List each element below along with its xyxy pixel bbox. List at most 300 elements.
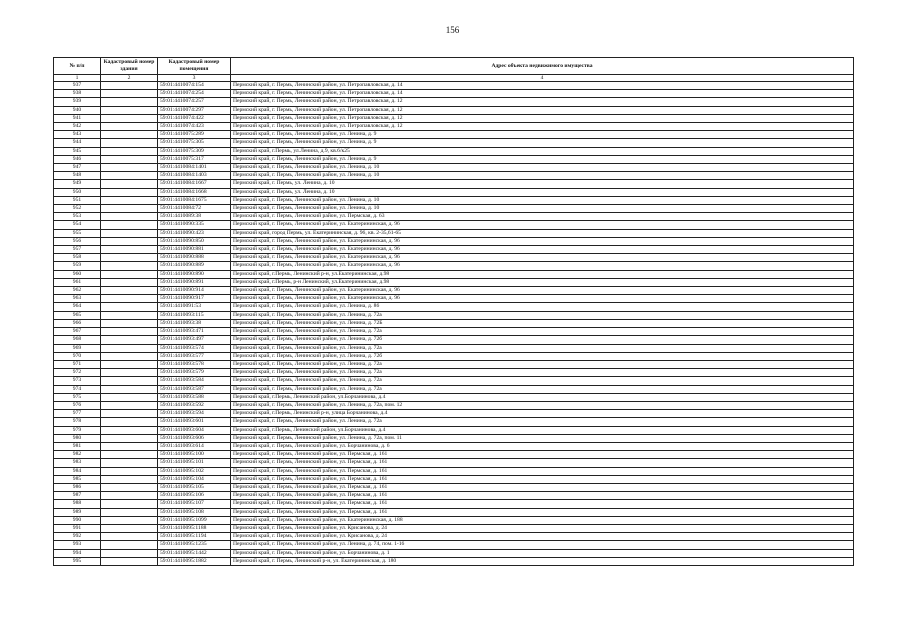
table-row: [54, 172, 854, 180]
column-number: 3: [158, 75, 231, 82]
table-row: [54, 549, 854, 557]
row-address: Пермский край, г. Пермь, Ленинский район, ул. Ленина, д. 72а: [231, 369, 854, 377]
row-building-cad: [101, 131, 158, 139]
table-row: [54, 254, 854, 262]
row-number: 979: [54, 426, 101, 434]
row-number: 953: [54, 213, 101, 221]
row-number: 960: [54, 270, 101, 278]
row-room-cad: 59:01:4410075:289: [158, 131, 231, 139]
row-room-cad: 59:01:4410074:422: [158, 114, 231, 122]
row-number: 951: [54, 196, 101, 204]
row-address: Пермский край, г. Пермь, Ленинский район, ул. Ленина, д. 72а: [231, 360, 854, 368]
row-number: 978: [54, 418, 101, 426]
row-number: 973: [54, 377, 101, 385]
table-row: [54, 483, 854, 491]
table-row: [54, 467, 854, 475]
row-room-cad: 59:01:4410095:1882: [158, 557, 231, 565]
row-number: 949: [54, 180, 101, 188]
row-number: 967: [54, 328, 101, 336]
table-row: [54, 393, 854, 401]
row-building-cad: [101, 459, 158, 467]
row-number: 994: [54, 549, 101, 557]
row-building-cad: [101, 483, 158, 491]
table-row: [54, 164, 854, 172]
row-room-cad: 59:01:4410090:850: [158, 237, 231, 245]
row-room-cad: 59:01:4410093:577: [158, 352, 231, 360]
table-row: [54, 451, 854, 459]
row-building-cad: [101, 164, 158, 172]
row-address: Пермский край, г. Пермь, Ленинский район, ул. Ленина, д. 9: [231, 131, 854, 139]
page-number: 156: [445, 25, 460, 35]
row-building-cad: [101, 451, 158, 459]
row-room-cad: 59:01:4410084:1403: [158, 172, 231, 180]
row-building-cad: [101, 401, 158, 409]
row-address: Пермский край, г. Пермь, Ленинский район, ул. Ленина, д. 72а: [231, 344, 854, 352]
row-address: Пермский край, г. Пермь, Ленинский район, ул. Пермская, д. 161: [231, 508, 854, 516]
row-number: 952: [54, 205, 101, 213]
row-room-cad: 59:01:4410074:257: [158, 98, 231, 106]
table-row: [54, 147, 854, 155]
row-room-cad: 59:01:4410075:317: [158, 155, 231, 163]
table-row: [54, 319, 854, 327]
row-number: 995: [54, 557, 101, 565]
row-number: 982: [54, 451, 101, 459]
row-building-cad: [101, 155, 158, 163]
table-row: [54, 492, 854, 500]
table-row: [54, 500, 854, 508]
row-number: 981: [54, 442, 101, 450]
table-row: [54, 311, 854, 319]
row-address: Пермский край, г. Пермь, Ленинский район, ул. Ленина, д. 10: [231, 196, 854, 204]
row-room-cad: 59:01:4410089:38: [158, 213, 231, 221]
row-building-cad: [101, 328, 158, 336]
row-room-cad: 59:01:4410095:1194: [158, 533, 231, 541]
table-row: [54, 508, 854, 516]
table-row: [54, 352, 854, 360]
row-room-cad: 59:01:4410095:1235: [158, 541, 231, 549]
table-row: [54, 213, 854, 221]
row-address: Пермский край, г. Пермь, Ленинский район, ул. Крисанова, д. 24: [231, 533, 854, 541]
row-number: 946: [54, 155, 101, 163]
row-number: 971: [54, 360, 101, 368]
row-number: 972: [54, 369, 101, 377]
row-room-cad: 59:01:4410093:594: [158, 410, 231, 418]
table-row: [54, 295, 854, 303]
row-address: Пермский край, г. Пермь, Ленинский район, ул. Ленина, д. 86: [231, 303, 854, 311]
row-address: Пермский край, г. Пермь, Ленинский район, ул. Ленина, д. 10: [231, 164, 854, 172]
row-building-cad: [101, 254, 158, 262]
row-building-cad: [101, 188, 158, 196]
table-row: [54, 155, 854, 163]
row-number: 947: [54, 164, 101, 172]
row-building-cad: [101, 369, 158, 377]
table-row: [54, 541, 854, 549]
table-row: [54, 106, 854, 114]
row-room-cad: 59:01:4410084:1401: [158, 164, 231, 172]
row-address: Пермский край, г. Пермь, Ленинский район, ул. Петропавловская, д. 12: [231, 106, 854, 114]
row-number: 984: [54, 467, 101, 475]
table-row: [54, 139, 854, 147]
table-row: [54, 90, 854, 98]
row-room-cad: 59:01:4410074:297: [158, 106, 231, 114]
row-room-cad: 59:01:4410084:72: [158, 205, 231, 213]
row-number: 964: [54, 303, 101, 311]
row-building-cad: [101, 467, 158, 475]
row-room-cad: 59:01:4410090:917: [158, 295, 231, 303]
row-room-cad: 59:01:4410095:106: [158, 492, 231, 500]
row-room-cad: 59:01:4410095:105: [158, 483, 231, 491]
row-room-cad: 59:01:4410090:889: [158, 262, 231, 270]
table-row: [54, 237, 854, 245]
row-room-cad: 59:01:4410095:1188: [158, 524, 231, 532]
row-address: Пермский край, г. Пермь, Ленинский район, ул. Ленина, д. 72а: [231, 418, 854, 426]
row-number: 941: [54, 114, 101, 122]
row-address: Пермский край, г. Пермь, Ленинский район, ул. Пермская, д. 63: [231, 213, 854, 221]
row-address: Пермский край, г. Пермь, Ленинский район, ул. Борчанинова, д. 6: [231, 442, 854, 450]
row-building-cad: [101, 246, 158, 254]
row-address: Пермский край, г. Пермь, Ленинский район, ул. Ленина, д. 72а: [231, 385, 854, 393]
row-number: 980: [54, 434, 101, 442]
row-room-cad: 59:01:4410095:107: [158, 500, 231, 508]
row-building-cad: [101, 541, 158, 549]
row-address: Пермский край, г.Пермь, Ленинский р-н, ул.Екатерининская, д.98: [231, 270, 854, 278]
row-building-cad: [101, 287, 158, 295]
row-number: 959: [54, 262, 101, 270]
column-number: 2: [101, 75, 158, 82]
row-number: 944: [54, 139, 101, 147]
row-number: 965: [54, 311, 101, 319]
table-header-row: [54, 58, 854, 75]
row-address: Пермский край, г. Пермь, ул. Ленина, д. 10: [231, 188, 854, 196]
table-row: [54, 516, 854, 524]
row-address: Пермский край, г. Пермь, Ленинский район, ул. Пермская, д. 161: [231, 500, 854, 508]
row-room-cad: 59:01:4410093:471: [158, 328, 231, 336]
row-room-cad: 59:01:4410093:588: [158, 393, 231, 401]
row-building-cad: [101, 410, 158, 418]
row-address: Пермский край, г.Пермь, Ленинский р-н, улица Борчанинова, д.4: [231, 410, 854, 418]
row-room-cad: 59:01:4410084:1668: [158, 188, 231, 196]
row-building-cad: [101, 237, 158, 245]
row-address: Пермский край, г. Пермь, Ленинский район, ул. Ленина, д. 72а: [231, 377, 854, 385]
row-building-cad: [101, 500, 158, 508]
row-building-cad: [101, 319, 158, 327]
row-number: 968: [54, 336, 101, 344]
row-room-cad: 59:01:4410074:254: [158, 90, 231, 98]
row-address: Пермский край, г. Пермь, Ленинский район, ул. Ленина, д. 10: [231, 205, 854, 213]
table-row: [54, 557, 854, 565]
row-number: 962: [54, 287, 101, 295]
table-row: [54, 336, 854, 344]
row-room-cad: 59:01:4410093:592: [158, 401, 231, 409]
row-address: Пермский край, г.Пермь, Ленинский район, ул.Борчанинова, д.4: [231, 393, 854, 401]
row-number: 950: [54, 188, 101, 196]
row-room-cad: 59:01:4410093:497: [158, 336, 231, 344]
row-room-cad: 59:01:4410093:604: [158, 426, 231, 434]
row-address: Пермский край, г. Пермь, ул. Ленина, д. 10: [231, 180, 854, 188]
row-address: Пермский край, г. Пермь, Ленинский район, ул. Екатерининская, д. 96: [231, 295, 854, 303]
row-building-cad: [101, 106, 158, 114]
row-room-cad: 59:01:4410090:335: [158, 221, 231, 229]
row-number: 948: [54, 172, 101, 180]
row-building-cad: [101, 442, 158, 450]
row-building-cad: [101, 533, 158, 541]
row-address: Пермский край, г. Пермь, Ленинский район, ул. Екатерининская, д. 96: [231, 246, 854, 254]
table-row: [54, 344, 854, 352]
row-building-cad: [101, 262, 158, 270]
table-body: [54, 82, 854, 566]
row-building-cad: [101, 221, 158, 229]
table-row: [54, 459, 854, 467]
row-building-cad: [101, 82, 158, 90]
row-address: Пермский край, г. Пермь, Ленинский район, ул. Ленина, д. 9: [231, 139, 854, 147]
table-row: [54, 205, 854, 213]
table-row: [54, 188, 854, 196]
column-number-row: [54, 75, 854, 82]
table-row: [54, 229, 854, 237]
row-address: Пермский край, г. Пермь, Ленинский район, ул. Пермская, д. 161: [231, 483, 854, 491]
row-address: Пермский край, г. Пермь, Ленинский район, ул. Екатерининская, д. 188: [231, 516, 854, 524]
row-address: Пермский край, г. Пермь, Ленинский район, ул. Петропавловская, д. 14: [231, 90, 854, 98]
table-row: [54, 410, 854, 418]
row-address: Пермский край, г. Пермь, Ленинский район, ул. Екатерининская, д. 96: [231, 237, 854, 245]
row-building-cad: [101, 98, 158, 106]
row-number: 989: [54, 508, 101, 516]
row-address: Пермский край, г. Пермь, Ленинский район, ул. Ленина, д. 72а, пом. 12: [231, 401, 854, 409]
row-building-cad: [101, 377, 158, 385]
row-building-cad: [101, 492, 158, 500]
table-row: [54, 385, 854, 393]
row-number: 938: [54, 90, 101, 98]
table-row: [54, 369, 854, 377]
row-building-cad: [101, 311, 158, 319]
row-room-cad: 59:01:4410095:100: [158, 451, 231, 459]
row-address: Пермский край, г. Пермь, Ленинский район, ул. Ленина, д. 9: [231, 155, 854, 163]
row-number: 956: [54, 237, 101, 245]
row-number: 940: [54, 106, 101, 114]
row-room-cad: 59:01:4410090:881: [158, 246, 231, 254]
row-room-cad: 59:01:4410095:102: [158, 467, 231, 475]
row-building-cad: [101, 295, 158, 303]
row-address: Пермский край, г. Пермь, Ленинский район, ул. Екатерининская, д. 96: [231, 221, 854, 229]
row-building-cad: [101, 549, 158, 557]
table-row: [54, 114, 854, 122]
row-room-cad: 59:01:4410074:154: [158, 82, 231, 90]
row-building-cad: [101, 139, 158, 147]
row-building-cad: [101, 270, 158, 278]
table-row: [54, 287, 854, 295]
row-building-cad: [101, 360, 158, 368]
row-address: Пермский край, г.Пермь, ул.Ленина, д.9, кв.6/к25: [231, 147, 854, 155]
table-row: [54, 475, 854, 483]
row-number: 943: [54, 131, 101, 139]
row-room-cad: 59:01:4410095:108: [158, 508, 231, 516]
row-building-cad: [101, 229, 158, 237]
row-number: 986: [54, 483, 101, 491]
row-room-cad: 59:01:4410093:601: [158, 418, 231, 426]
table-row: [54, 246, 854, 254]
row-room-cad: 59:01:4410084:1675: [158, 196, 231, 204]
row-address: Пермский край, г. Пермь, Ленинский район, ул. Екатерининская, д. 96: [231, 287, 854, 295]
row-number: 955: [54, 229, 101, 237]
table-row: [54, 262, 854, 270]
header-room-cad: Кадастровый номер помещения: [158, 58, 231, 75]
table-row: [54, 303, 854, 311]
row-building-cad: [101, 213, 158, 221]
row-room-cad: 59:01:4410075:309: [158, 147, 231, 155]
row-room-cad: 59:01:4410093:38: [158, 319, 231, 327]
row-number: 975: [54, 393, 101, 401]
row-address: Пермский край, г. Пермь, Ленинский район, ул. Пермская, д. 161: [231, 475, 854, 483]
row-room-cad: 59:01:4410093:606: [158, 434, 231, 442]
row-number: 961: [54, 278, 101, 286]
row-number: 954: [54, 221, 101, 229]
row-number: 987: [54, 492, 101, 500]
row-address: Пермский край, г. Пермь, Ленинский район, ул. Екатерининская, д. 96: [231, 262, 854, 270]
row-address: Пермский край, г.Пермь, р-н Ленинский, ул.Екатерининская, д.98: [231, 278, 854, 286]
row-room-cad: 59:01:4410075:305: [158, 139, 231, 147]
row-building-cad: [101, 196, 158, 204]
row-address: Пермский край, г. Пермь, Ленинский район, ул. Ленина, д. 72а, пом. 11: [231, 434, 854, 442]
row-number: 977: [54, 410, 101, 418]
row-building-cad: [101, 434, 158, 442]
row-address: Пермский край, г. Пермь, Ленинский район, ул. Пермская, д. 161: [231, 492, 854, 500]
row-number: 988: [54, 500, 101, 508]
row-number: 970: [54, 352, 101, 360]
row-address: Пермский край, г. Пермь, Ленинский район, ул. Крисанова, д. 24: [231, 524, 854, 532]
row-address: Пермский край, г. Пермь, Ленинский район, ул. Петропавловская, д. 12: [231, 123, 854, 131]
row-number: 974: [54, 385, 101, 393]
row-number: 966: [54, 319, 101, 327]
row-room-cad: 59:01:4410093:579: [158, 369, 231, 377]
row-address: Пермский край, г. Пермь, Ленинский район, ул. Петропавловская, д. 12: [231, 98, 854, 106]
row-room-cad: 59:01:4410093:578: [158, 360, 231, 368]
row-building-cad: [101, 516, 158, 524]
row-building-cad: [101, 508, 158, 516]
table-row: [54, 418, 854, 426]
row-building-cad: [101, 418, 158, 426]
row-room-cad: 59:01:4410093:115: [158, 311, 231, 319]
row-address: Пермский край, г. Пермь, Ленинский район, ул. Ленина, д. 72б: [231, 352, 854, 360]
table-row: [54, 180, 854, 188]
column-number: 1: [54, 75, 101, 82]
row-number: 983: [54, 459, 101, 467]
row-address: Пермский край, г. Пермь, Ленинский район, ул. Пермская, д. 161: [231, 467, 854, 475]
table-row: [54, 426, 854, 434]
row-number: 990: [54, 516, 101, 524]
table-row: [54, 123, 854, 131]
row-address: Пермский край, г. Пермь, Ленинский район, ул. Ленина, д. 72Б: [231, 319, 854, 327]
row-building-cad: [101, 123, 158, 131]
row-building-cad: [101, 303, 158, 311]
table-row: [54, 434, 854, 442]
row-number: 937: [54, 82, 101, 90]
row-building-cad: [101, 344, 158, 352]
row-room-cad: 59:01:4410074:423: [158, 123, 231, 131]
row-building-cad: [101, 393, 158, 401]
row-room-cad: 59:01:4410095:1099: [158, 516, 231, 524]
row-building-cad: [101, 557, 158, 565]
row-number: 945: [54, 147, 101, 155]
table-row: [54, 131, 854, 139]
row-address: Пермский край, г. Пермь, Ленинский район, ул. Борчанинова, д. 1: [231, 549, 854, 557]
row-room-cad: 59:01:4410093:587: [158, 385, 231, 393]
row-room-cad: 59:01:4410095:1442: [158, 549, 231, 557]
registry-table: [53, 57, 854, 566]
table-row: [54, 524, 854, 532]
table-row: [54, 377, 854, 385]
row-address: Пермский край, г. Пермь, Ленинский район, ул. Ленина, д. 72б: [231, 336, 854, 344]
row-number: 963: [54, 295, 101, 303]
row-address: Пермский край, г.Пермь, Ленинский район, ул.Борчанинова, д.4: [231, 426, 854, 434]
row-number: 957: [54, 246, 101, 254]
row-number: 976: [54, 401, 101, 409]
row-building-cad: [101, 180, 158, 188]
row-number: 985: [54, 475, 101, 483]
row-building-cad: [101, 278, 158, 286]
header-num: № п/п: [54, 58, 101, 75]
row-building-cad: [101, 385, 158, 393]
table-row: [54, 401, 854, 409]
row-building-cad: [101, 147, 158, 155]
column-number: 4: [231, 75, 854, 82]
row-room-cad: 59:01:4410090:888: [158, 254, 231, 262]
row-number: 942: [54, 123, 101, 131]
row-address: Пермский край, г. Пермь, Ленинский район, ул. Ленина, д. 72а: [231, 311, 854, 319]
row-address: Пермский край, г. Пермь, Ленинский район, ул. Петропавловская, д. 14: [231, 82, 854, 90]
row-address: Пермский край, г. Пермь, Ленинский район, ул. Ленина, д. 10: [231, 172, 854, 180]
row-number: 991: [54, 524, 101, 532]
table-row: [54, 278, 854, 286]
row-room-cad: 59:01:4410090:423: [158, 229, 231, 237]
row-building-cad: [101, 90, 158, 98]
row-building-cad: [101, 426, 158, 434]
row-address: Пермский край, г. Пермь, Ленинский район, ул. Ленина, д. 72а: [231, 328, 854, 336]
row-building-cad: [101, 114, 158, 122]
row-building-cad: [101, 352, 158, 360]
row-number: 939: [54, 98, 101, 106]
row-address: Пермский край, г. Пермь, Ленинский район, ул. Пермская, д. 161: [231, 459, 854, 467]
row-address: Пермский край, г. Пермь, Ленинский район, ул. Пермская, д. 161: [231, 451, 854, 459]
table-row: [54, 360, 854, 368]
row-address: Пермский край, г. Пермь, Ленинский р-н, ул. Екатерининская, д. 180: [231, 557, 854, 565]
table-row: [54, 270, 854, 278]
row-building-cad: [101, 524, 158, 532]
row-room-cad: 59:01:4410093:584: [158, 377, 231, 385]
table-row: [54, 196, 854, 204]
row-building-cad: [101, 336, 158, 344]
row-number: 958: [54, 254, 101, 262]
table-row: [54, 82, 854, 90]
row-number: 992: [54, 533, 101, 541]
row-address: Пермский край, г. Пермь, Ленинский район, ул. Екатерининская, д. 96: [231, 254, 854, 262]
table-row: [54, 98, 854, 106]
row-room-cad: 59:01:4410090:890: [158, 270, 231, 278]
row-room-cad: 59:01:4410091:53: [158, 303, 231, 311]
row-room-cad: 59:01:4410093:614: [158, 442, 231, 450]
row-room-cad: 59:01:4410090:914: [158, 287, 231, 295]
table-row: [54, 221, 854, 229]
table-row: [54, 442, 854, 450]
row-room-cad: 59:01:4410090:891: [158, 278, 231, 286]
row-room-cad: 59:01:4410095:104: [158, 475, 231, 483]
row-building-cad: [101, 475, 158, 483]
row-number: 969: [54, 344, 101, 352]
table-row: [54, 533, 854, 541]
row-room-cad: 59:01:4410084:1667: [158, 180, 231, 188]
table-row: [54, 328, 854, 336]
row-address: Пермский край, г. Пермь, Ленинский район, ул. Ленина, д. 74, пом. 1-16: [231, 541, 854, 549]
row-number: 993: [54, 541, 101, 549]
